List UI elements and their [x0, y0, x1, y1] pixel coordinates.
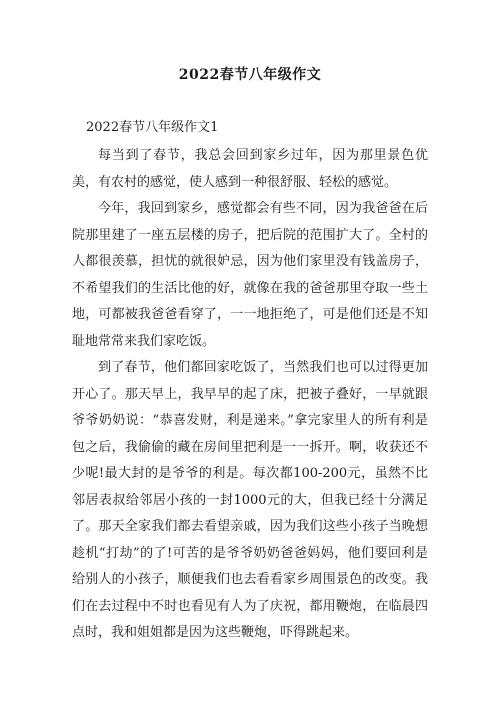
- paragraph-1: 每当到了春节，我总会回到家乡过年，因为那里景色优美，有农村的感觉，使人感到一种很舒服、轻松的感觉。: [72, 148, 428, 190]
- paragraph-3: 到了春节，他们都回家吃饭了，当然我们也可以过得更加开心了。那天早上，我早早的起了床，把被子叠好，一早就跟爷爷奶奶说：“恭喜发财，利是递来。”拿完家里人的所有利是包之后，我偷偷的藏在房间里把利是一一拆开。啊，收获还不少呢!最大封的是爷爷的利是。每次都100-200元，虽然不比邻居表叔给邻居小孩的一封1000元的大，但我已经十分满足了。那天全家我们都去看望亲戚，因为我们这些小孩子当晚想趁机“打劫”的了!可苦的是爷爷奶奶爸爸妈妈，他们要回利是给别人的小孩子，顺便我们也去看看家乡周围景色的改变。我们在去过程中不时也看见有人为了庆祝，都用鞭炮，在临晨四点时，我和姐姐都是因为这些鞭炮，吓得跳起来。: [72, 360, 428, 640]
- essay-body: [72, 143, 428, 647]
- document-title: 2022春节八年级作文: [178, 67, 322, 83]
- essay-subtitle: 2022春节八年级作文1: [86, 120, 219, 135]
- paragraph-2: 今年，我回到家乡，感觉都会有些不同，因为我爸爸在后院那里建了一座五层楼的房子，把后院的范围扩大了。全村的人都很羡慕，担忧的就很妒忌，因为他们家里没有钱盖房子，不希望我们的生活比他的好，就像在我的爸爸那里夺取一些土地，可都被我爸爸看穿了，一一地拒绝了，可是他们还是不知耻地常常来我们家吃饭。: [72, 201, 428, 349]
